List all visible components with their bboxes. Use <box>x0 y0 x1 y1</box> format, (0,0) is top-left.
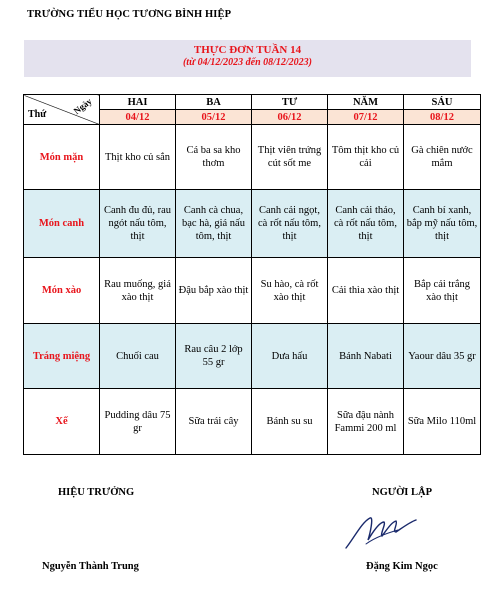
principal-name: Nguyễn Thành Trung <box>42 561 139 572</box>
menu-cell: Pudding dâu 75 gr <box>100 389 176 455</box>
menu-cell: Thịt kho củ sắn <box>100 125 176 190</box>
day-header-row <box>24 95 481 110</box>
menu-cell: Sữa đậu nành Fammi 200 ml <box>328 389 404 455</box>
day-date: 08/12 <box>404 110 481 125</box>
category-label: Xế <box>24 389 100 455</box>
menu-date-range: (từ 04/12/2023 đến 08/12/2023) <box>182 57 313 68</box>
principal-title: HIỆU TRƯỞNG <box>58 487 135 498</box>
category-label: Món mặn <box>24 125 100 190</box>
menu-cell: Canh cà chua, bạc hà, giá nấu tôm, thịt <box>176 190 252 258</box>
menu-cell: Bánh su su <box>252 389 328 455</box>
menu-cell: Thịt viên trứng cút sốt me <box>252 125 328 190</box>
menu-row-dessert <box>24 324 481 389</box>
category-label: Tráng miệng <box>24 324 100 389</box>
menu-cell: Yaour dâu 35 gr <box>404 324 481 389</box>
day-name: TƯ <box>252 95 328 110</box>
corner-row-label: Thứ <box>28 109 47 120</box>
day-date: 05/12 <box>176 110 252 125</box>
category-label: Món canh <box>24 190 100 258</box>
school-name: TRƯỜNG TIỂU HỌC TƯƠNG BÌNH HIỆP <box>27 9 232 20</box>
day-name: HAI <box>100 95 176 110</box>
menu-cell: Canh đu đủ, rau ngót nấu tôm, thịt <box>100 190 176 258</box>
menu-row-snack <box>24 389 481 455</box>
handwritten-signature <box>340 508 420 554</box>
day-date: 04/12 <box>100 110 176 125</box>
menu-row-soup <box>24 190 481 258</box>
menu-row-stir-fry <box>24 258 481 324</box>
corner-col-label: Ngày <box>71 96 94 117</box>
title-banner <box>24 40 471 77</box>
menu-cell: Canh cải thảo, cà rốt nấu tôm, thịt <box>328 190 404 258</box>
menu-cell: Rau câu 2 lớp 55 gr <box>176 324 252 389</box>
menu-cell: Gà chiên nước mắm <box>404 125 481 190</box>
preparer-name: Đặng Kim Ngọc <box>366 561 438 572</box>
menu-cell: Su hào, cà rốt xào thịt <box>252 258 328 324</box>
corner-cell <box>24 95 100 125</box>
menu-cell: Canh cải ngọt, cà rốt nấu tôm, thịt <box>252 190 328 258</box>
menu-cell: Cải thìa xào thịt <box>328 258 404 324</box>
day-name: SÁU <box>404 95 481 110</box>
day-name: BA <box>176 95 252 110</box>
menu-cell: Bánh Nabati <box>328 324 404 389</box>
menu-cell: Sữa trái cây <box>176 389 252 455</box>
preparer-title: NGƯỜI LẬP <box>372 487 432 498</box>
menu-cell: Tôm thịt kho củ cải <box>328 125 404 190</box>
category-label: Món xào <box>24 258 100 324</box>
day-name: NĂM <box>328 95 404 110</box>
menu-cell: Bắp cải trắng xào thịt <box>404 258 481 324</box>
menu-row-main-dish <box>24 125 481 190</box>
menu-cell: Cá ba sa kho thơm <box>176 125 252 190</box>
day-date: 06/12 <box>252 110 328 125</box>
day-date: 07/12 <box>328 110 404 125</box>
weekly-menu-table <box>23 94 481 455</box>
menu-cell: Rau muống, giá xào thịt <box>100 258 176 324</box>
menu-cell: Đậu bắp xào thịt <box>176 258 252 324</box>
menu-cell: Chuối cau <box>100 324 176 389</box>
menu-cell: Dưa hấu <box>252 324 328 389</box>
menu-title: THỰC ĐƠN TUẦN 14 <box>193 44 302 56</box>
menu-cell: Canh bí xanh, bắp mỹ nấu tôm, thịt <box>404 190 481 258</box>
menu-cell: Sữa Milo 110ml <box>404 389 481 455</box>
